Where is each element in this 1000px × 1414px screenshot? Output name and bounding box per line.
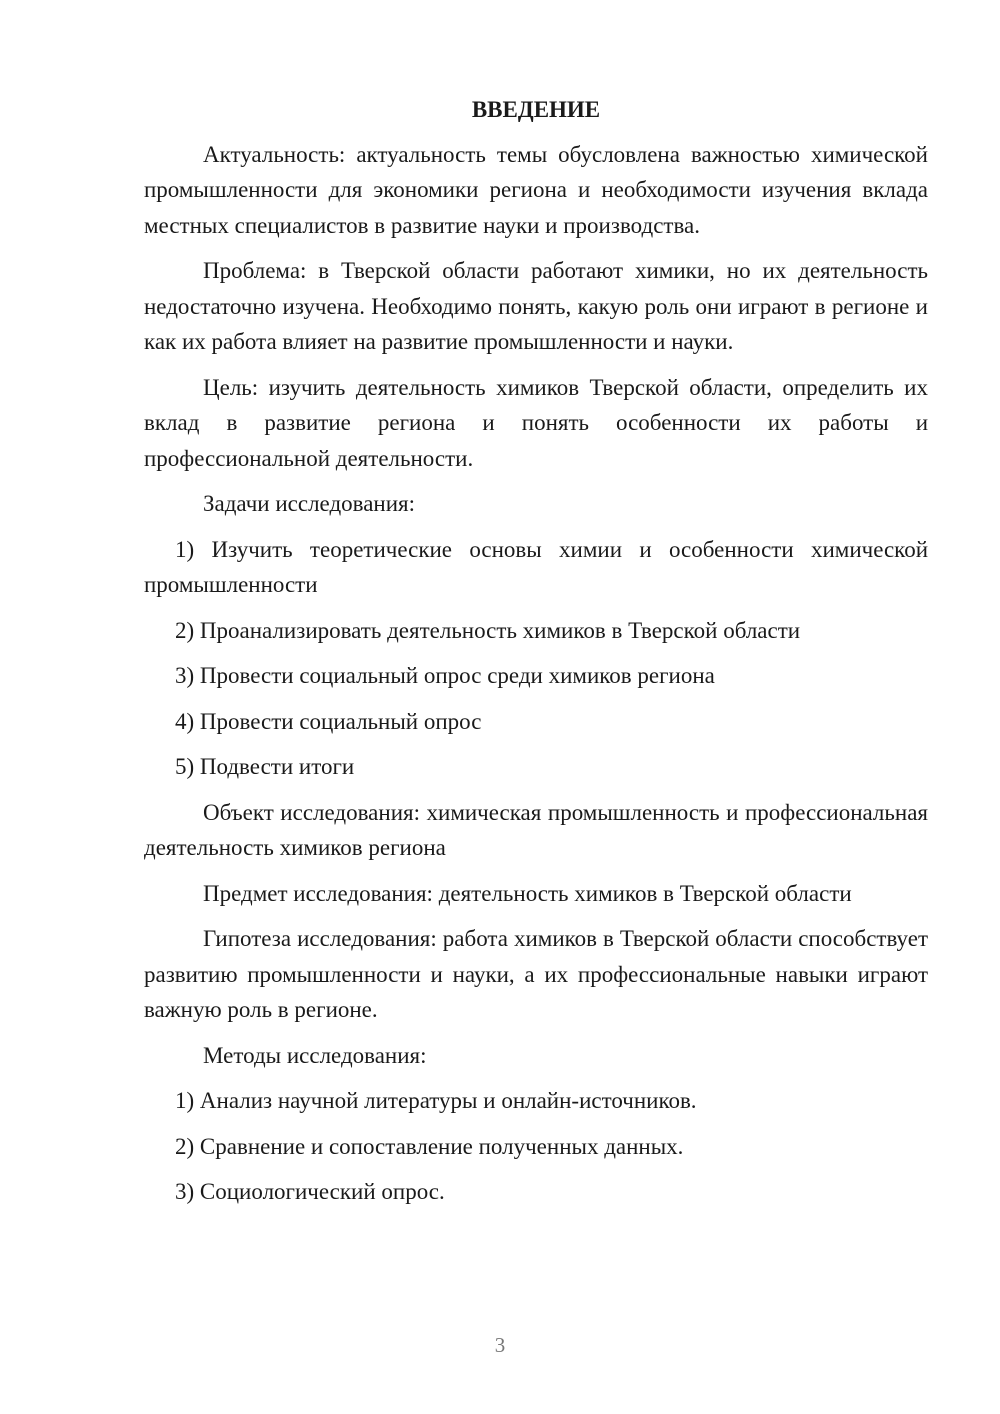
page-number: 3 [494,1333,506,1357]
page-content [144,92,928,1220]
page-heading: ВВЕДЕНИЕ [471,97,601,122]
subject-paragraph: Предмет исследования: деятельность химиков в Тверской области [203,880,852,906]
tasks-title: Задачи исследования: [203,491,416,516]
relevance-paragraph: Актуальность: актуальность темы обусловлена важностью химической промышленности для экономики региона и необходимости изучения вклада местных специалистов в развитие науки и производства. [144,141,928,238]
hypothesis-paragraph: Гипотеза исследования: работа химиков в Тверской области способствует развитию промышленности и науки, а их профессиональные навыки играют важную роль в регионе. [144,926,928,1022]
task-item: 1) Изучить теоретические основы химии и особенности химической промышленности [144,536,928,597]
method-item: 2) Сравнение и сопоставление полученных данных. [175,1133,684,1159]
object-paragraph: Объект исследования: химическая промышленность и профессиональная деятельность химиков региона [144,799,928,860]
method-item: 1) Анализ научной литературы и онлайн-источников. [175,1088,697,1113]
problem-paragraph: Проблема: в Тверской области работают химики, но их деятельность недостаточно изучена. Необходимо понять, какую роль они играют в регионе и как их работа влияет на развитие промышленности и науки. [144,258,928,354]
method-item: 3) Социологический опрос. [175,1179,445,1204]
task-item: 3) Провести социальный опрос среди химиков региона [175,663,715,688]
goal-paragraph: Цель: изучить деятельность химиков Тверской области, определить их вклад в развитие региона и понять особенности их работы и профессиональной деятельности. [144,374,928,471]
methods-title: Методы исследования: [203,1042,427,1068]
task-item: 5) Подвести итоги [175,754,355,779]
task-item: 2) Проанализировать деятельность химиков в Тверской области [175,617,801,643]
task-item: 4) Провести социальный опрос [175,708,482,734]
